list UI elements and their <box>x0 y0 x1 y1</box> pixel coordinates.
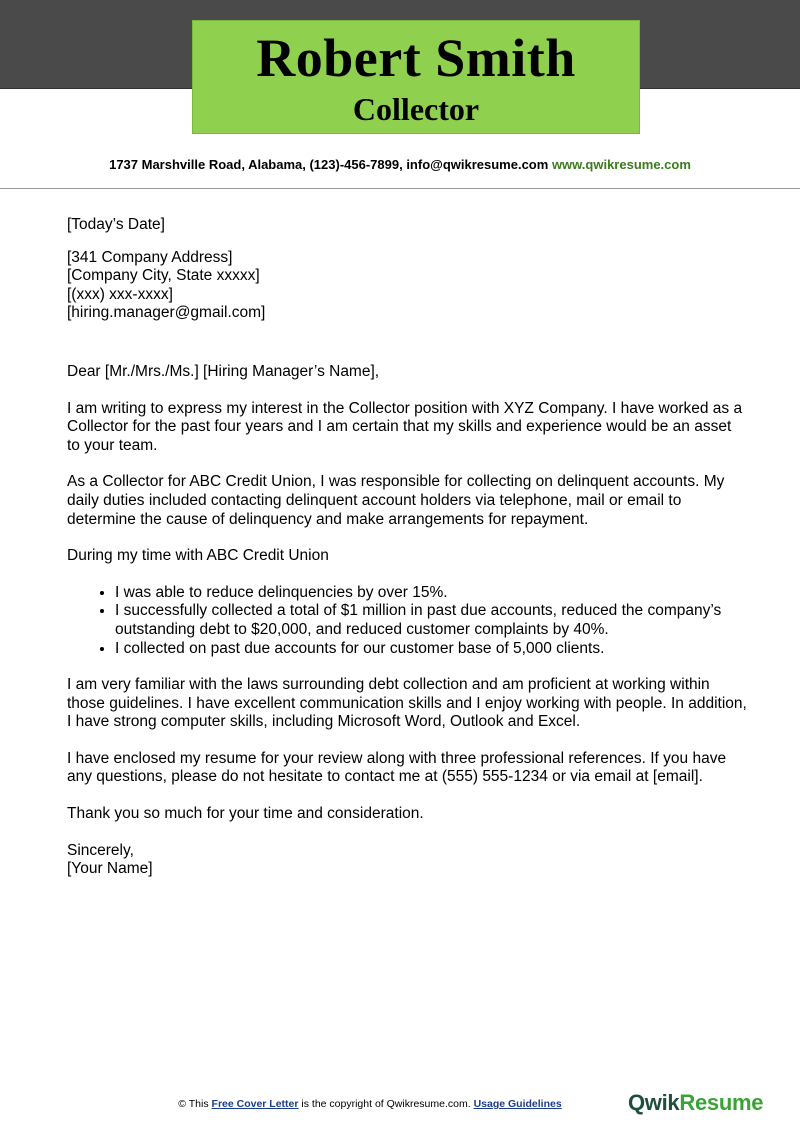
recipient-email: [hiring.manager@gmail.com] <box>67 304 266 322</box>
list-item: • I successfully collected a total of $1 million in past due accounts, reduced the company’s outstanding debt to $20,000, and reduced customer complaints by 40%. <box>115 602 747 639</box>
paragraph-2: As a Collector for ABC Credit Union, I was responsible for collecting on delinquent accounts. My daily duties included contacting delinquent account holders via telephone, mail or email to determine the cause of delinquency and make arrangements for repayment. <box>67 473 725 528</box>
footer-prefix: © This <box>178 1098 209 1110</box>
name-box <box>192 20 640 134</box>
paragraph-5: Thank you so much for your time and consideration. <box>67 805 424 823</box>
header-divider <box>0 188 800 189</box>
footer-middle: is the copyright of Qwikresume.com. <box>301 1098 471 1110</box>
letter-body <box>67 216 747 879</box>
applicant-role: Collector <box>352 91 480 127</box>
recipient-city: [Company City, State xxxxx] <box>67 267 260 285</box>
salutation: Dear [Mr./Mrs./Ms.] [Hiring Manager’s Name], <box>67 362 380 380</box>
free-cover-letter-link[interactable]: Free Cover Letter <box>211 1098 299 1110</box>
achievement-list <box>67 584 747 658</box>
recipient-address: [341 Company Address] <box>67 248 233 266</box>
list-item: • I collected on past due accounts for our customer base of 5,000 clients. <box>115 640 747 659</box>
letter-date: [Today’s Date] <box>67 216 165 233</box>
paragraph-4: I have enclosed my resume for your review along with three professional references. If you have any questions, please do not hesitate to contact me at (555) 555-1234 or via email at [email]. <box>67 749 727 786</box>
qwikresume-logo[interactable] <box>628 1090 763 1116</box>
list-intro: During my time with ABC Credit Union <box>67 547 329 565</box>
closing: Sincerely, <box>67 841 134 859</box>
list-item: • I was able to reduce delinquencies by over 15%. <box>115 584 747 603</box>
paragraph-1: I am writing to express my interest in the Collector position with XYZ Company. I have worked as a Collector for the past four years and I am certain that my skills and experience would be an asset to your team. <box>67 399 743 454</box>
contact-line <box>0 157 800 172</box>
applicant-name: Robert Smith <box>256 28 576 88</box>
usage-guidelines-link[interactable]: Usage Guidelines <box>473 1098 562 1110</box>
recipient-phone: [(xxx) xxx-xxxx] <box>67 285 173 303</box>
logo-qwik: Qwik <box>628 1090 680 1115</box>
contact-details: 1737 Marshville Road, Alabama, (123)-456-7899, info@qwikresume.com <box>109 157 549 172</box>
logo-resume: Resume <box>679 1090 764 1115</box>
contact-website[interactable]: www.qwikresume.com <box>551 157 691 172</box>
signature: [Your Name] <box>67 860 153 878</box>
paragraph-3: I am very familiar with the laws surrounding debt collection and am proficient at working within those guidelines. I have excellent communication skills and I enjoy working with people. In addition, I have strong computer skills, including Microsoft Word, Outlook and Excel. <box>67 676 747 731</box>
